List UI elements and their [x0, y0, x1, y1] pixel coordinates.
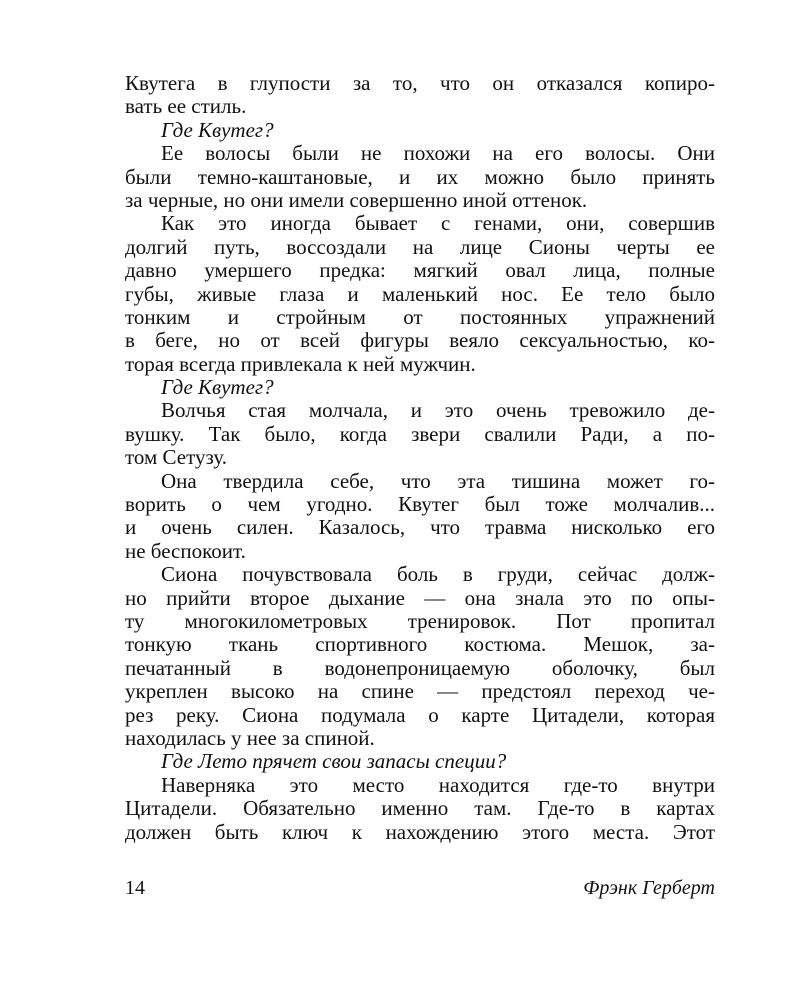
text-line: губы, живые глаза и маленький нос. Ее тело было: [125, 281, 715, 306]
text-line: тонким и стройным от постоянных упражнений: [125, 304, 715, 329]
text-line: долгий путь, воссоздали на лице Сионы черты ее: [125, 234, 715, 259]
text-line: рез реку. Сиона подумала о карте Цитадели, которая: [125, 702, 715, 727]
text-line: за черные, но они имели совершенно иной оттенок.: [125, 187, 588, 212]
text-line: вать ее стиль.: [125, 94, 247, 119]
text-line: в беге, но от всей фигуры веяло сексуальностью, ко-: [125, 328, 715, 353]
text-line: но прийти второе дыхание — она знала это по опы-: [125, 585, 715, 610]
page-number: 14: [125, 877, 145, 899]
text-line: том Сетузу.: [125, 445, 228, 470]
text-line: не беспокоит.: [125, 538, 246, 563]
text-line: и очень силен. Казалось, что травма нисколько его: [125, 515, 715, 540]
italic-thought-line: Где Квутег?: [161, 117, 274, 142]
text-line: находилась у нее за спиной.: [125, 725, 375, 750]
text-line: Наверняка это место находится где-то внутри: [161, 772, 715, 797]
italic-thought-line: Где Квутег?: [161, 375, 274, 400]
text-line: вушку. Так было, когда звери свалили Ради, а по-: [125, 421, 715, 446]
text-line: Как это иногда бывает с генами, они, совершив: [161, 211, 715, 236]
text-line: ворить о чем угодно. Квутег был тоже молчалив...: [125, 492, 715, 517]
text-line: печатанный в водонепроницаемую оболочку, был: [125, 655, 715, 680]
text-line: Цитадели. Обязательно именно там. Где-то в картах: [125, 796, 715, 821]
italic-thought-line: Где Лето прячет свои запасы специи?: [161, 749, 507, 774]
text-line: Квутега в глупости за то, что он отказался копиро-: [125, 71, 715, 95]
running-footer-author: Фрэнк Герберт: [583, 877, 715, 899]
text-line: давно умершего предка: мягкий овал лица, полные: [125, 258, 715, 283]
text-line: ту многокилометровых тренировок. Пот пропитал: [125, 608, 715, 633]
text-line: укреплен высоко на спине — предстоял переход че-: [125, 679, 715, 704]
text-line: Ее волосы были не похожи на его волосы. Они: [161, 141, 715, 166]
text-line: тонкую ткань спортивного костюма. Мешок, за-: [125, 632, 715, 657]
text-line: были темно-каштановые, и их можно было принять: [125, 164, 715, 189]
text-line: Она твердила себе, что эта тишина может го-: [161, 468, 715, 493]
text-line: Сиона почувствовала боль в груди, сейчас долж-: [161, 562, 715, 587]
page-body-text: [125, 72, 715, 844]
page-footer: [125, 877, 715, 900]
text-line: должен быть ключ к нахождению этого места. Этот: [125, 819, 715, 844]
text-line: Волчья стая молчала, и это очень тревожило де-: [161, 398, 715, 423]
text-line: торая всегда привлекала к ней мужчин.: [125, 351, 476, 376]
